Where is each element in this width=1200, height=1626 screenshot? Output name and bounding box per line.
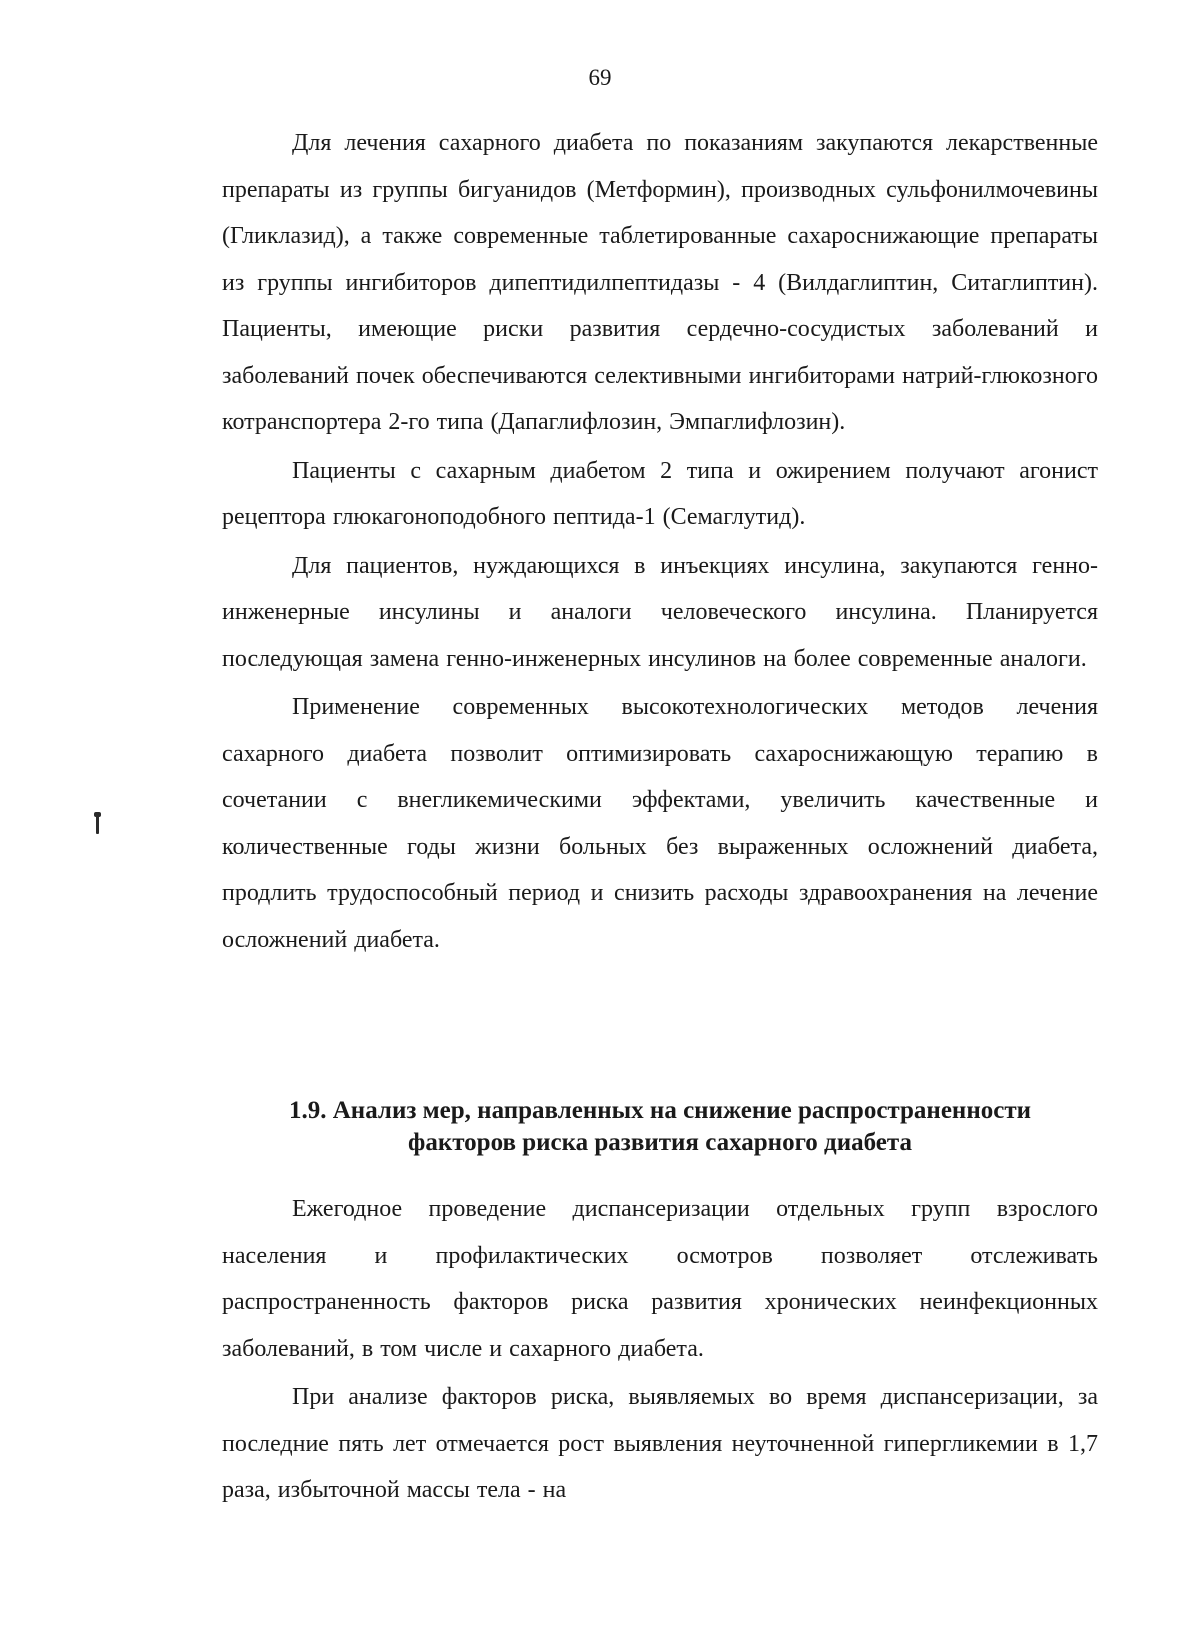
paragraph-obesity-patients: Пациенты с сахарным диабетом 2 типа и ожирением получают агонист рецептора глюкагоноподобного пептида-1 (Семаглутид).	[222, 457, 1098, 530]
paragraph-risk-analysis: При анализе факторов риска, выявляемых во время диспансеризации, за последние пять лет отмечается рост выявления неуточненной гипергликемии в 1,7 раза, избыточной массы тела - на	[222, 1384, 1098, 1503]
paragraph-insulin-patients: Для пациентов, нуждающихся в инъекциях инсулина, закупаются генно-инженерные инсулины и аналоги человеческого инсулина. Планируется последующая замена генно-инженерных инсулинов на более современные аналоги.	[222, 552, 1098, 672]
paragraph-drug-procurement: Для лечения сахарного диабета по показаниям закупаются лекарственные препараты из группы бигуанидов (Метформин), производных сульфонилмочевины (Гликлазид), а также современные таблетированные сахароснижающие препараты из группы ингибиторов дипептидилпептидазы - 4 (Вилдаглиптин, Ситаглиптин). Пациенты, имеющие риски развития сердечно-сосудистых заболеваний и заболеваний почек обеспечиваются селективными ингибиторами натрий-глюкозного котранспортера 2-го типа (Дапаглифлозин, Эмпаглифлозин).	[222, 130, 1098, 435]
body-text-top	[222, 120, 1098, 965]
body-text-bottom	[222, 1186, 1098, 1516]
section-heading	[222, 1095, 1098, 1159]
page-number: 69	[588, 65, 612, 90]
section-heading-line-1: 1.9. Анализ мер, направленных на снижение распространенности	[288, 1097, 1032, 1124]
paragraph-modern-methods: Применение современных высокотехнологических методов лечения сахарного диабета позволит оптимизировать сахароснижающую терапию в сочетании с внегликемическими эффектами, увеличить качественные и количественные годы жизни больных без выраженных осложнений диабета, продлить трудоспособный период и снизить расходы здравоохранения на лечение осложнений диабета.	[222, 694, 1098, 953]
paragraph-annual-screening: Ежегодное проведение диспансеризации отдельных групп взрослого населения и профилактических осмотров позволяет отслеживать распространенность факторов риска развития хронических неинфекционных заболеваний, в том числе и сахарного диабета.	[222, 1196, 1098, 1362]
section-heading-line-2: факторов риска развития сахарного диабета	[408, 1129, 912, 1156]
scan-artifact-mark	[96, 812, 99, 834]
